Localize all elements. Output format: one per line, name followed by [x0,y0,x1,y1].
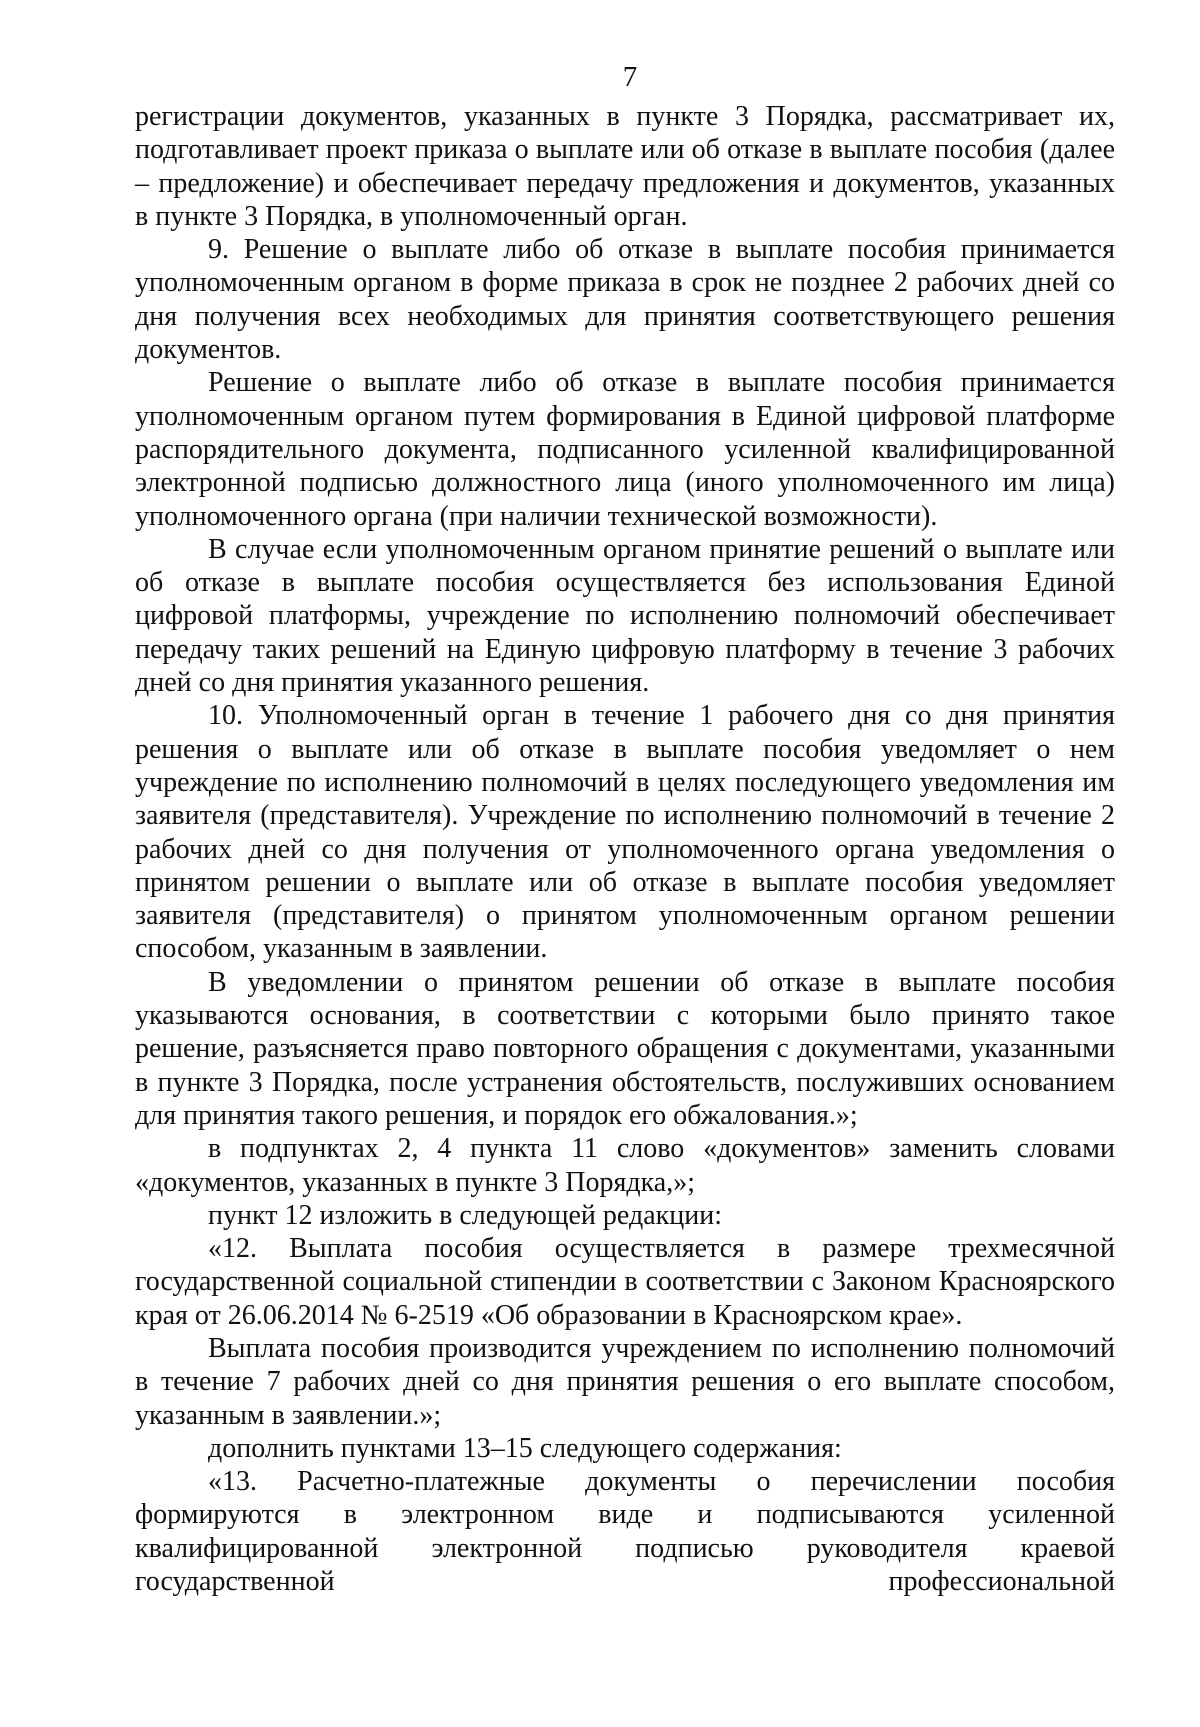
paragraph-items-13-15-intro: дополнить пунктами 13–15 следующего содержания: [208,1432,842,1464]
paragraph-without-platform: В случае если уполномоченным органом принятие решений о выплате или об отказе в выплате пособия осуществляется без использования Единой цифровой платформы, учреждение по исполнению полномочий обеспечивает передачу таких решений на Единую цифровую платформу в течение 3 рабочих дней со дня принятия указанного решения. [135,533,1115,699]
paragraph-item-13: «13. Расчетно-платежные документы о перечислении пособия формируются в электронном виде и подписываются усиленной квалифицированной электронной подписью руководителя краевой государственной профессиональной [135,1466,1115,1598]
paragraph-item-12-intro: пункт 12 изложить в следующей редакции: [208,1199,722,1231]
paragraph-refusal-notice: В уведомлении о принятом решении об отказе в выплате пособия указываются основания, в соответствии с которыми было принято такое решение, разъясняется право повторного обращения с документами, указанными в пункте 3 Порядка, после устранения обстоятельств, послуживших основанием для принятия такого решения, и порядок его обжалования.»; [135,966,1115,1131]
paragraph-item-10: 10. Уполномоченный орган в течение 1 рабочего дня со дня принятия решения о выплате или об отказе в выплате пособия уведомляет о нем учреждение по исполнению полномочий в целях последующего уведомления им заявителя (представителя). Учреждение по исполнению полномочий в течение 2 рабочих дней со дня получения от уполномоченного органа уведомления о принятом решении о выплате или об отказе в выплате пособия уведомляет заявителя (представителя) о принятом уполномоченным органом решении способом, указанным в заявлении. [135,700,1115,965]
paragraph-item-9: 9. Решение о выплате либо об отказе в выплате пособия принимается уполномоченным органом в форме приказа в срок не позднее 2 рабочих дней со дня получения всех необходимых для принятия соответствующего решения документов. [135,234,1115,366]
document-page [135,60,1115,1598]
paragraph-item-12: «12. Выплата пособия осуществляется в размере трехмесячной государственной социальной стипендии в соответствии с Законом Красноярского края от 26.06.2014 № 6-2519 «Об образовании в Красноярском крае». [135,1233,1115,1331]
document-body [135,100,1115,1598]
paragraph-payment-term: Выплата пособия производится учреждением по исполнению полномочий в течение 7 рабочих дней со дня принятия решения о его выплате способом, указанным в заявлении.»; [135,1332,1115,1431]
paragraph-item-11-amendment: в подпунктах 2, 4 пункта 11 слово «документов» заменить словами «документов, указанных в пункте 3 Порядка,»; [135,1133,1115,1198]
paragraph-decision-digital: Решение о выплате либо об отказе в выплате пособия принимается уполномоченным органом путем формирования в Единой цифровой платформе распорядительного документа, подписанного усиленной квалифицированной электронной подписью должностного лица (иного уполномоченного им лица) уполномоченного органа (при наличии технической возможности). [135,367,1115,532]
page-number: 7 [622,61,638,93]
paragraph-continuation: регистрации документов, указанных в пункте 3 Порядка, рассматривает их, подготавливает проект приказа о выплате или об отказе в выплате пособия (далее – предложение) и обеспечивает передачу предложения и документов, указанных в пункте 3 Порядка, в уполномоченный орган. [135,101,1115,232]
